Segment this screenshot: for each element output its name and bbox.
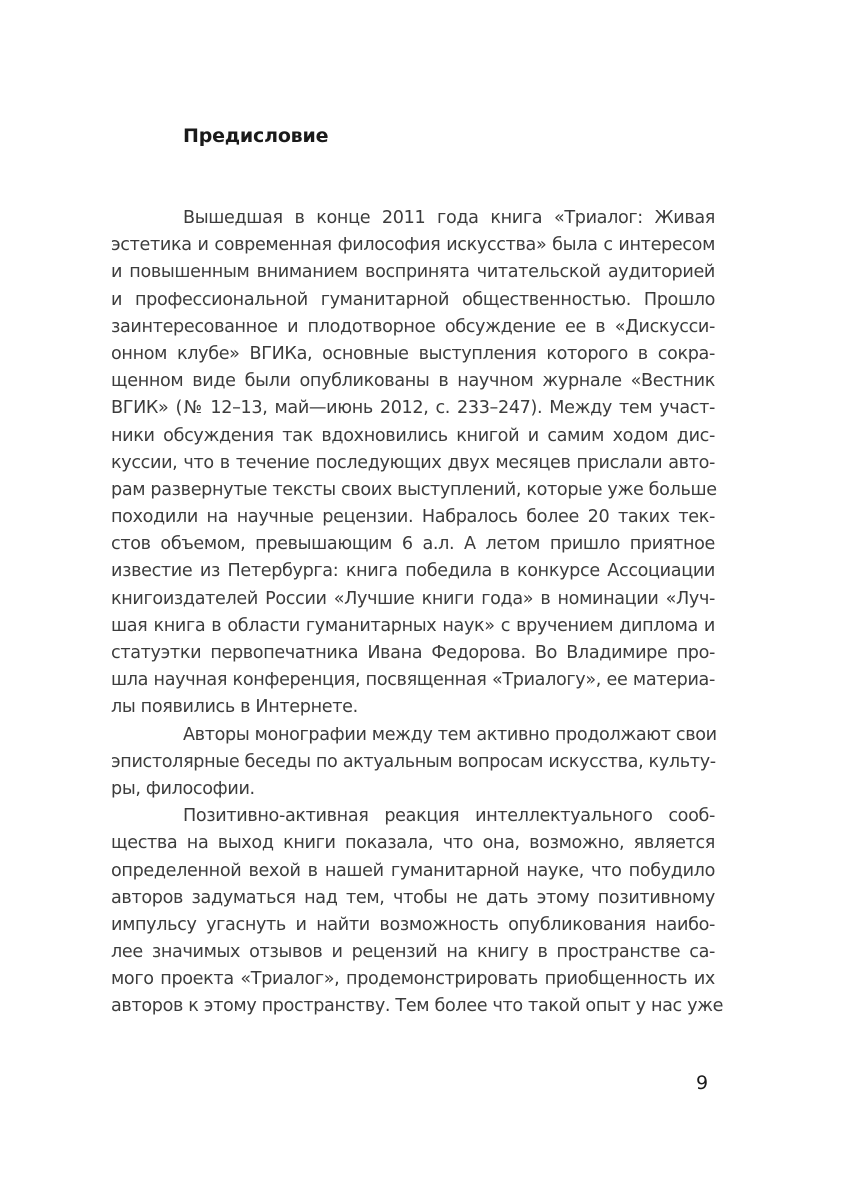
text-line: мого проекта «Триалог», продемонстрировать приобщенность их <box>111 969 715 990</box>
text-line: онном клубе» ВГИКа, основные выступления которого в сокра- <box>111 343 715 364</box>
text-line: эстетика и современная философия искусства» была с интересом <box>111 235 715 256</box>
text-line: заинтересованное и плодотворное обсуждение ее в «Дискусси- <box>111 316 715 337</box>
text-line: куссии, что в течение последующих двух месяцев прислали авто- <box>111 452 715 473</box>
text-line: лее значимых отзывов и рецензий на книгу в пространстве са- <box>111 942 715 963</box>
body-text <box>111 205 724 1021</box>
text-line: статуэтки первопечатника Ивана Федорова. Во Владимире про- <box>111 643 715 663</box>
text-line: ВГИК» (№ 12–13, май—июнь 2012, с. 233–247). Между тем участ- <box>111 398 715 419</box>
text-line: лы появились в Интернете. <box>111 697 358 718</box>
text-line: рам развернутые тексты своих выступлений, которые уже больше <box>111 479 717 500</box>
text-line: авторов к этому пространству. Тем более что такой опыт у нас уже <box>111 996 724 1017</box>
text-line: щенном виде были опубликованы в научном журнале «Вестник <box>111 371 715 392</box>
text-line: определенной вехой в нашей гуманитарной науке, что побудило <box>111 860 715 881</box>
page-number: 9 <box>696 1072 709 1094</box>
text-line: Позитивно-активная реакция интеллектуального сооб- <box>183 806 715 827</box>
text-line: Вышедшая в конце 2011 года книга «Триалог: Живая <box>183 208 715 228</box>
text-line: и профессиональной гуманитарной общественностью. Прошло <box>111 289 715 310</box>
text-line: Авторы монографии между тем активно продолжают свои <box>183 724 717 745</box>
text-line: шая книга в области гуманитарных наук» с вручением диплома и <box>111 615 715 636</box>
text-line: походили на научные рецензии. Набралось более 20 таких тек- <box>111 507 715 528</box>
text-line: книгоиздателей России «Лучшие книги года» в номинации «Луч- <box>111 588 715 609</box>
text-line: шла научная конференция, посвященная «Триалогу», ее материа- <box>111 670 715 691</box>
text-line: эпистолярные беседы по актуальным вопросам искусства, культу- <box>111 751 716 772</box>
text-line: щества на выход книги показала, что она, возможно, является <box>111 833 715 854</box>
section-heading: Предисловие <box>183 125 329 147</box>
text-line: авторов задуматься над тем, чтобы не дать этому позитивному <box>111 887 715 908</box>
text-line: известие из Петербурга: книга победила в конкурсе Ассоциации <box>111 561 715 582</box>
text-line: ры, философии. <box>111 778 255 799</box>
text-line: стов объемом, превышающим 6 а.л. А летом пришло приятное <box>111 534 715 555</box>
text-line: импульсу угаснуть и найти возможность опубликования наибо- <box>111 914 715 935</box>
text-line: и повышенным вниманием воспринята читательской аудиторией <box>111 262 715 283</box>
text-line: ники обсуждения так вдохновились книгой и самим ходом дис- <box>111 425 715 446</box>
